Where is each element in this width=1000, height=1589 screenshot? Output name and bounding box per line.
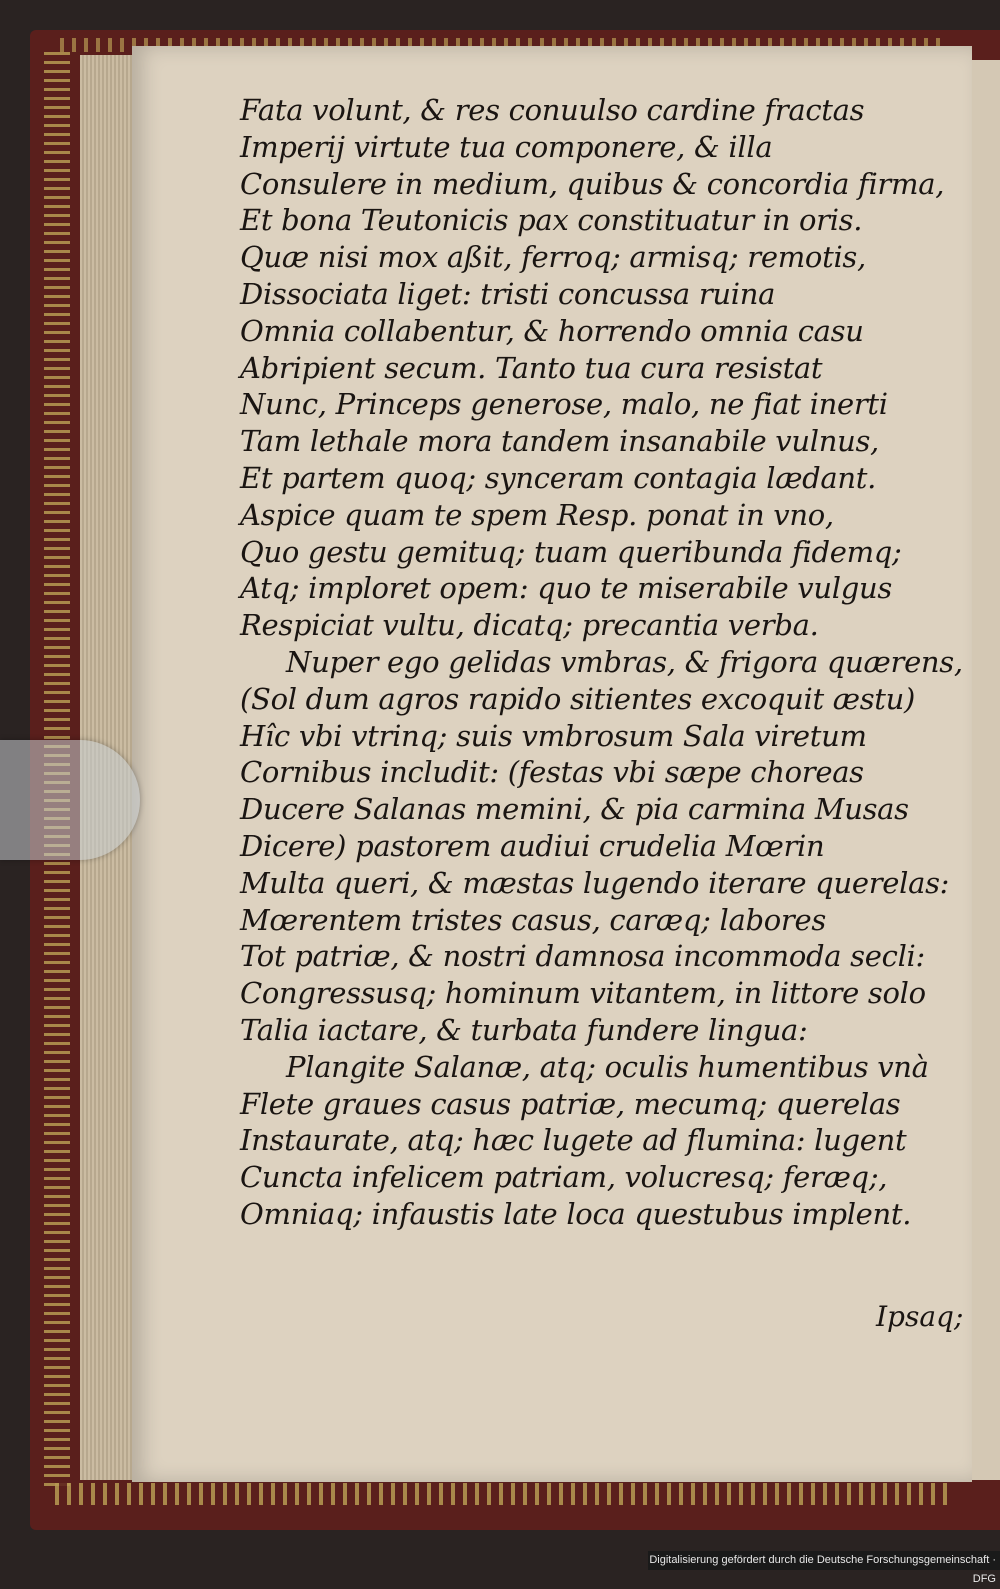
text-line: Ducere Salanas memini, & pia carmina Musas: [240, 792, 909, 827]
text-line: Cuncta infelicem patriam, volucresq; feræq;,: [240, 1160, 888, 1195]
text-line: Hîc vbi vtrinq; suis vmbrosum Sala viretum: [240, 718, 867, 753]
poem-text: [240, 92, 963, 1233]
text-line: Abripient secum. Tanto tua cura resistat: [240, 350, 823, 385]
catchword: Ipsaq;: [876, 1300, 964, 1333]
text-line: Cornibus includit: (festas vbi sæpe choreas: [240, 755, 864, 790]
text-line: Flete graues casus patriæ, mecumq; querelas: [240, 1086, 901, 1121]
text-line: (Sol dum agros rapido sitientes excoquit æstu): [240, 681, 916, 716]
text-line: Fata volunt, & res conuulso cardine fractas: [240, 93, 865, 127]
text-line: Congressusq; hominum vitantem, in littore solo: [240, 976, 926, 1011]
text-line: Omniaq; infaustis late loca questubus implent.: [240, 1196, 912, 1231]
text-line: Consulere in medium, quibus & concordia firma,: [240, 166, 945, 201]
text-line: Quæ nisi mox aßit, ferroq; armisq; remotis,: [240, 240, 866, 275]
footer-credit: Digitalisierung gefördert durch die Deutsche Forschungsgemeinschaft · DFG: [648, 1551, 1000, 1570]
text-line: Plangite Salanæ, atq; oculis humentibus vnà: [286, 1049, 929, 1084]
text-line: Tam lethale mora tandem insanabile vulnus,: [240, 424, 879, 459]
text-line: Mœrentem tristes casus, caræq; labores: [240, 902, 826, 937]
text-line: Atq; imploret opem: quo te miserabile vulgus: [240, 571, 892, 606]
text-line: Multa queri, & mæstas lugendo iterare querelas:: [240, 865, 950, 900]
text-line: Quo gestu gemituq; tuam queribunda fidemq;: [240, 534, 902, 569]
text-line: Et partem quoq; synceram contagia lædant.: [240, 460, 877, 495]
gilt-border-bottom: [55, 1483, 955, 1505]
text-line: Aspice quam te spem Resp. ponat in vno,: [240, 497, 834, 532]
text-line: Instaurate, atq; hæc lugete ad flumina: lugent: [240, 1123, 907, 1158]
text-line: Dicere) pastorem audiui crudelia Mœrin: [240, 828, 825, 863]
text-line: Et bona Teutonicis pax constituatur in oris.: [240, 203, 863, 238]
text-line: Imperij virtute tua componere, & illa: [240, 129, 773, 164]
text-line: Dissociata liget: tristi concussa ruina: [240, 276, 776, 311]
text-line: Tot patriæ, & nostri damnosa incommoda secli:: [240, 939, 925, 974]
text-line: Talia iactare, & turbata fundere lingua:: [240, 1012, 808, 1047]
text-line: Omnia collabentur, & horrendo omnia casu: [240, 313, 864, 348]
text-line: Respiciat vultu, dicatq; precantia verba.: [240, 608, 819, 643]
text-line: Nunc, Princeps generose, malo, ne fiat inerti: [240, 387, 888, 422]
bookmark-clip: [0, 740, 140, 860]
text-line: Nuper ego gelidas vmbras, & frigora quærens,: [286, 644, 963, 679]
